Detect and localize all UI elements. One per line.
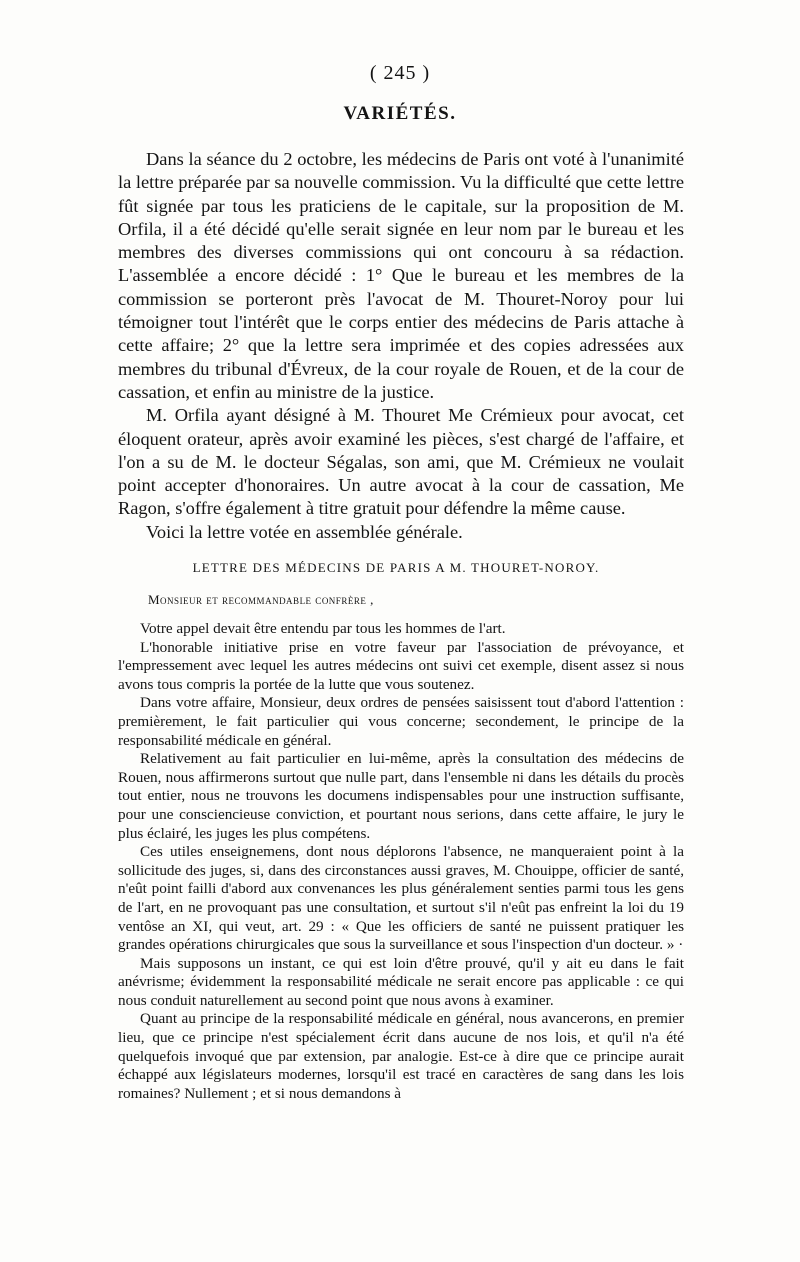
section-title: VARIÉTÉS. <box>343 103 457 124</box>
paragraph: Dans la séance du 2 octobre, les médecins de Paris ont voté à l'unanimité la lettre préparée par sa nouvelle commission. Vu la difficulté que cette lettre fût signée par tous les praticiens de le capitale, sur la proposition de M. Orfila, il a été décidé qu'elle serait signée en leur nom par le bureau et les membres des diverses commissions qui ont concouru à sa rédaction. L'assemblée a encore décidé : 1° Que le bureau et les membres de la commission se porteront près l'avocat de M. Thouret-Noroy pour lui témoigner tout l'intérêt que le corps entier des médecins de Paris attache à cette affaire; 2° que la lettre sera imprimée et des copies adressées aux membres du tribunal d'Évreux, de la cour royale de Rouen, et de la cour de cassation, et enfin au ministre de la justice. <box>118 149 684 402</box>
paragraph: Relativement au fait particulier en lui-même, après la consultation des médecins de Rouen, nous affirmerons surtout que nulle part, dans l'ensemble ni dans les détails du procès tout entier, nous ne trouvons les documens indispensables pour une instruction suffisante, pour une consciencieuse conviction, et pourtant nous serions, dans cette affaire, le jury le plus éclairé, les juges les plus compétens. <box>118 750 684 842</box>
paragraph: Ces utiles enseignemens, dont nous déplorons l'absence, ne manqueraient point à la sollicitude des juges, si, dans des circonstances aussi graves, M. Chouippe, officier de santé, n'eût point failli d'abord aux convenances les plus généralement senties parmi tous les gens de l'art, en ne provoquant pas une consultation, et surtout s'il n'eût pas enfreint la loi du 19 ventôse an XI, qui veut, art. 29 : « Que les officiers de santé ne puissent pratiquer les grandes opérations chirurgicales que sous la surveillance et sous l'inspection d'un docteur. » · <box>118 843 684 954</box>
intro-text <box>118 148 684 544</box>
letter-salutation: Monsieur et recommandable confrère , <box>148 592 374 607</box>
page-number: ( 245 ) <box>369 62 431 84</box>
paragraph: Quant au principe de la responsabilité médicale en général, nous avancerons, en premier lieu, que ce principe n'est spécialement écrit dans aucune de nos lois, et qu'il n'a été quelquefois invoqué que par extension, par analogie. Est-ce à dire que ce principe aurait échappé aux législateurs modernes, lorsqu'il est tracé en caractères de sang dans les lois romaines? Nullement ; et si nous demandons à <box>118 1010 684 1102</box>
paragraph: L'honorable initiative prise en votre faveur par l'association de prévoyance, et l'empressement avec lequel les autres médecins ont suivi cet exemple, disent assez si nous avons tous compris la portée de la lutte que vous soutenez. <box>118 638 684 693</box>
paragraph: Votre appel devait être entendu par tous les hommes de l'art. <box>140 620 506 637</box>
paragraph: Dans votre affaire, Monsieur, deux ordres de pensées saisissent tout d'abord l'attention : premièrement, le fait particulier qui vous concerne; secondement, le principe de la responsabilité médicale en général. <box>118 694 684 749</box>
letter-heading: LETTRE DES MÉDECINS DE PARIS A M. THOURET-NOROY. <box>192 560 600 575</box>
letter-text <box>118 620 684 1103</box>
paragraph: M. Orfila ayant désigné à M. Thouret Me Crémieux pour avocat, cet éloquent orateur, après avoir examiné les pièces, s'est chargé de l'affaire, et l'on a su de M. le docteur Ségalas, son ami, que M. Crémieux ne voulait point accepter d'honoraires. Un autre avocat à la cour de cassation, Me Ragon, s'offre également à titre gratuit pour défendre la même cause. <box>118 405 684 519</box>
paragraph: Mais supposons un instant, ce qui est loin d'être prouvé, qu'il y ait eu dans le fait anévrisme; évidemment la responsabilité médicale ne serait encore pas applicable : ce qui nous conduit naturellement au second point que nous avons à examiner. <box>118 954 684 1009</box>
paragraph: Voici la lettre votée en assemblée générale. <box>146 521 463 542</box>
